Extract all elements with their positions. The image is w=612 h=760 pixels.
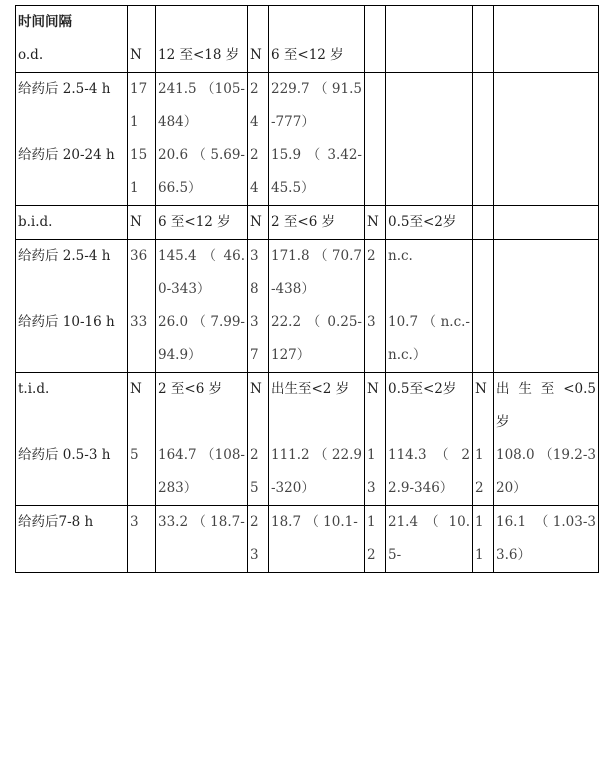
regimen-label: b.i.d.: [16, 206, 128, 240]
empty-cell: [494, 6, 599, 40]
n-cell: 23: [248, 506, 269, 573]
column-header: [473, 39, 494, 73]
column-header: [365, 39, 386, 73]
column-header: 0.5至<2岁: [386, 373, 473, 440]
column-header: [386, 39, 473, 73]
time-interval-cell: 给药后 0.5-3 h: [16, 439, 128, 506]
time-interval-cell: 给药后7-8 h: [16, 506, 128, 573]
empty-cell: [156, 6, 248, 40]
time-interval-cell: 给药后 20-24 h: [16, 139, 128, 206]
value-cell: 33.2 （ 18.7-: [156, 506, 248, 573]
column-header: N: [128, 39, 156, 73]
column-header: N: [473, 373, 494, 440]
value-cell: [494, 73, 599, 140]
value-cell: 171.8 （ 70.7-438）: [269, 240, 365, 307]
empty-cell: [386, 6, 473, 40]
column-header: 12 至<18 岁: [156, 39, 248, 73]
value-cell: [494, 139, 599, 206]
column-header: [473, 206, 494, 240]
column-header: N: [248, 373, 269, 440]
value-cell: [494, 306, 599, 373]
table-row: [16, 240, 599, 307]
column-header: [494, 39, 599, 73]
title-cell: 时间间隔: [16, 6, 128, 40]
n-cell: 12: [365, 506, 386, 573]
column-header: 出生至<2 岁: [269, 373, 365, 440]
value-cell: 21.4 （ 10.5-: [386, 506, 473, 573]
n-cell: [473, 240, 494, 307]
table-row: [16, 73, 599, 140]
value-cell: 164.7 （108-283）: [156, 439, 248, 506]
n-cell: 38: [248, 240, 269, 307]
table-row: [16, 439, 599, 506]
column-header: N: [128, 373, 156, 440]
n-cell: [365, 73, 386, 140]
n-cell: 24: [248, 139, 269, 206]
title-row: [16, 6, 599, 40]
n-cell: 33: [128, 306, 156, 373]
n-cell: 36: [128, 240, 156, 307]
section-header-row: [16, 39, 599, 73]
n-cell: [473, 73, 494, 140]
column-header: 2 至<6 岁: [156, 373, 248, 440]
column-header: 出 生 至 <0.5 岁: [494, 373, 599, 440]
value-cell: n.c.: [386, 240, 473, 307]
value-cell: 241.5 （105-484）: [156, 73, 248, 140]
value-cell: [386, 73, 473, 140]
value-cell: 108.0 （19.2-320）: [494, 439, 599, 506]
value-cell: 22.2 （ 0.25-127）: [269, 306, 365, 373]
table-row: [16, 306, 599, 373]
value-cell: [494, 240, 599, 307]
table-row: [16, 506, 599, 573]
time-interval-cell: 给药后 10-16 h: [16, 306, 128, 373]
n-cell: 5: [128, 439, 156, 506]
n-cell: [473, 306, 494, 373]
column-header: N: [248, 206, 269, 240]
time-interval-cell: 给药后 2.5-4 h: [16, 73, 128, 140]
n-cell: 37: [248, 306, 269, 373]
column-header: 6 至<12 岁: [269, 39, 365, 73]
n-cell: 3: [365, 306, 386, 373]
table-row: [16, 139, 599, 206]
value-cell: 145.4 （ 46.0-343）: [156, 240, 248, 307]
column-header: N: [365, 373, 386, 440]
section-header-row: [16, 373, 599, 440]
time-interval-cell: 给药后 2.5-4 h: [16, 240, 128, 307]
value-cell: 229.7 （ 91.5-777）: [269, 73, 365, 140]
n-cell: 171: [128, 73, 156, 140]
empty-cell: [128, 6, 156, 40]
section-header-row: [16, 206, 599, 240]
n-cell: 11: [473, 506, 494, 573]
n-cell: [365, 139, 386, 206]
value-cell: 26.0 （ 7.99-94.9）: [156, 306, 248, 373]
n-cell: [473, 139, 494, 206]
pk-table: [15, 5, 599, 573]
column-header: N: [365, 206, 386, 240]
column-header: 2 至<6 岁: [269, 206, 365, 240]
value-cell: 18.7 （ 10.1-: [269, 506, 365, 573]
empty-cell: [365, 6, 386, 40]
value-cell: 10.7 （ n.c.-n.c.）: [386, 306, 473, 373]
value-cell: 20.6 （ 5.69-66.5）: [156, 139, 248, 206]
regimen-label: o.d.: [16, 39, 128, 73]
value-cell: 15.9 （ 3.42-45.5）: [269, 139, 365, 206]
column-header: N: [248, 39, 269, 73]
value-cell: 111.2 （ 22.9-320）: [269, 439, 365, 506]
n-cell: 3: [128, 506, 156, 573]
n-cell: 24: [248, 73, 269, 140]
n-cell: 12: [473, 439, 494, 506]
n-cell: 151: [128, 139, 156, 206]
column-header: [494, 206, 599, 240]
value-cell: 114.3 （ 22.9-346）: [386, 439, 473, 506]
column-header: 6 至<12 岁: [156, 206, 248, 240]
n-cell: 25: [248, 439, 269, 506]
n-cell: 2: [365, 240, 386, 307]
empty-cell: [473, 6, 494, 40]
n-cell: 13: [365, 439, 386, 506]
regimen-label: t.i.d.: [16, 373, 128, 440]
value-cell: [386, 139, 473, 206]
column-header: 0.5至<2岁: [386, 206, 473, 240]
value-cell: 16.1 （1.03-33.6）: [494, 506, 599, 573]
empty-cell: [269, 6, 365, 40]
empty-cell: [248, 6, 269, 40]
column-header: N: [128, 206, 156, 240]
